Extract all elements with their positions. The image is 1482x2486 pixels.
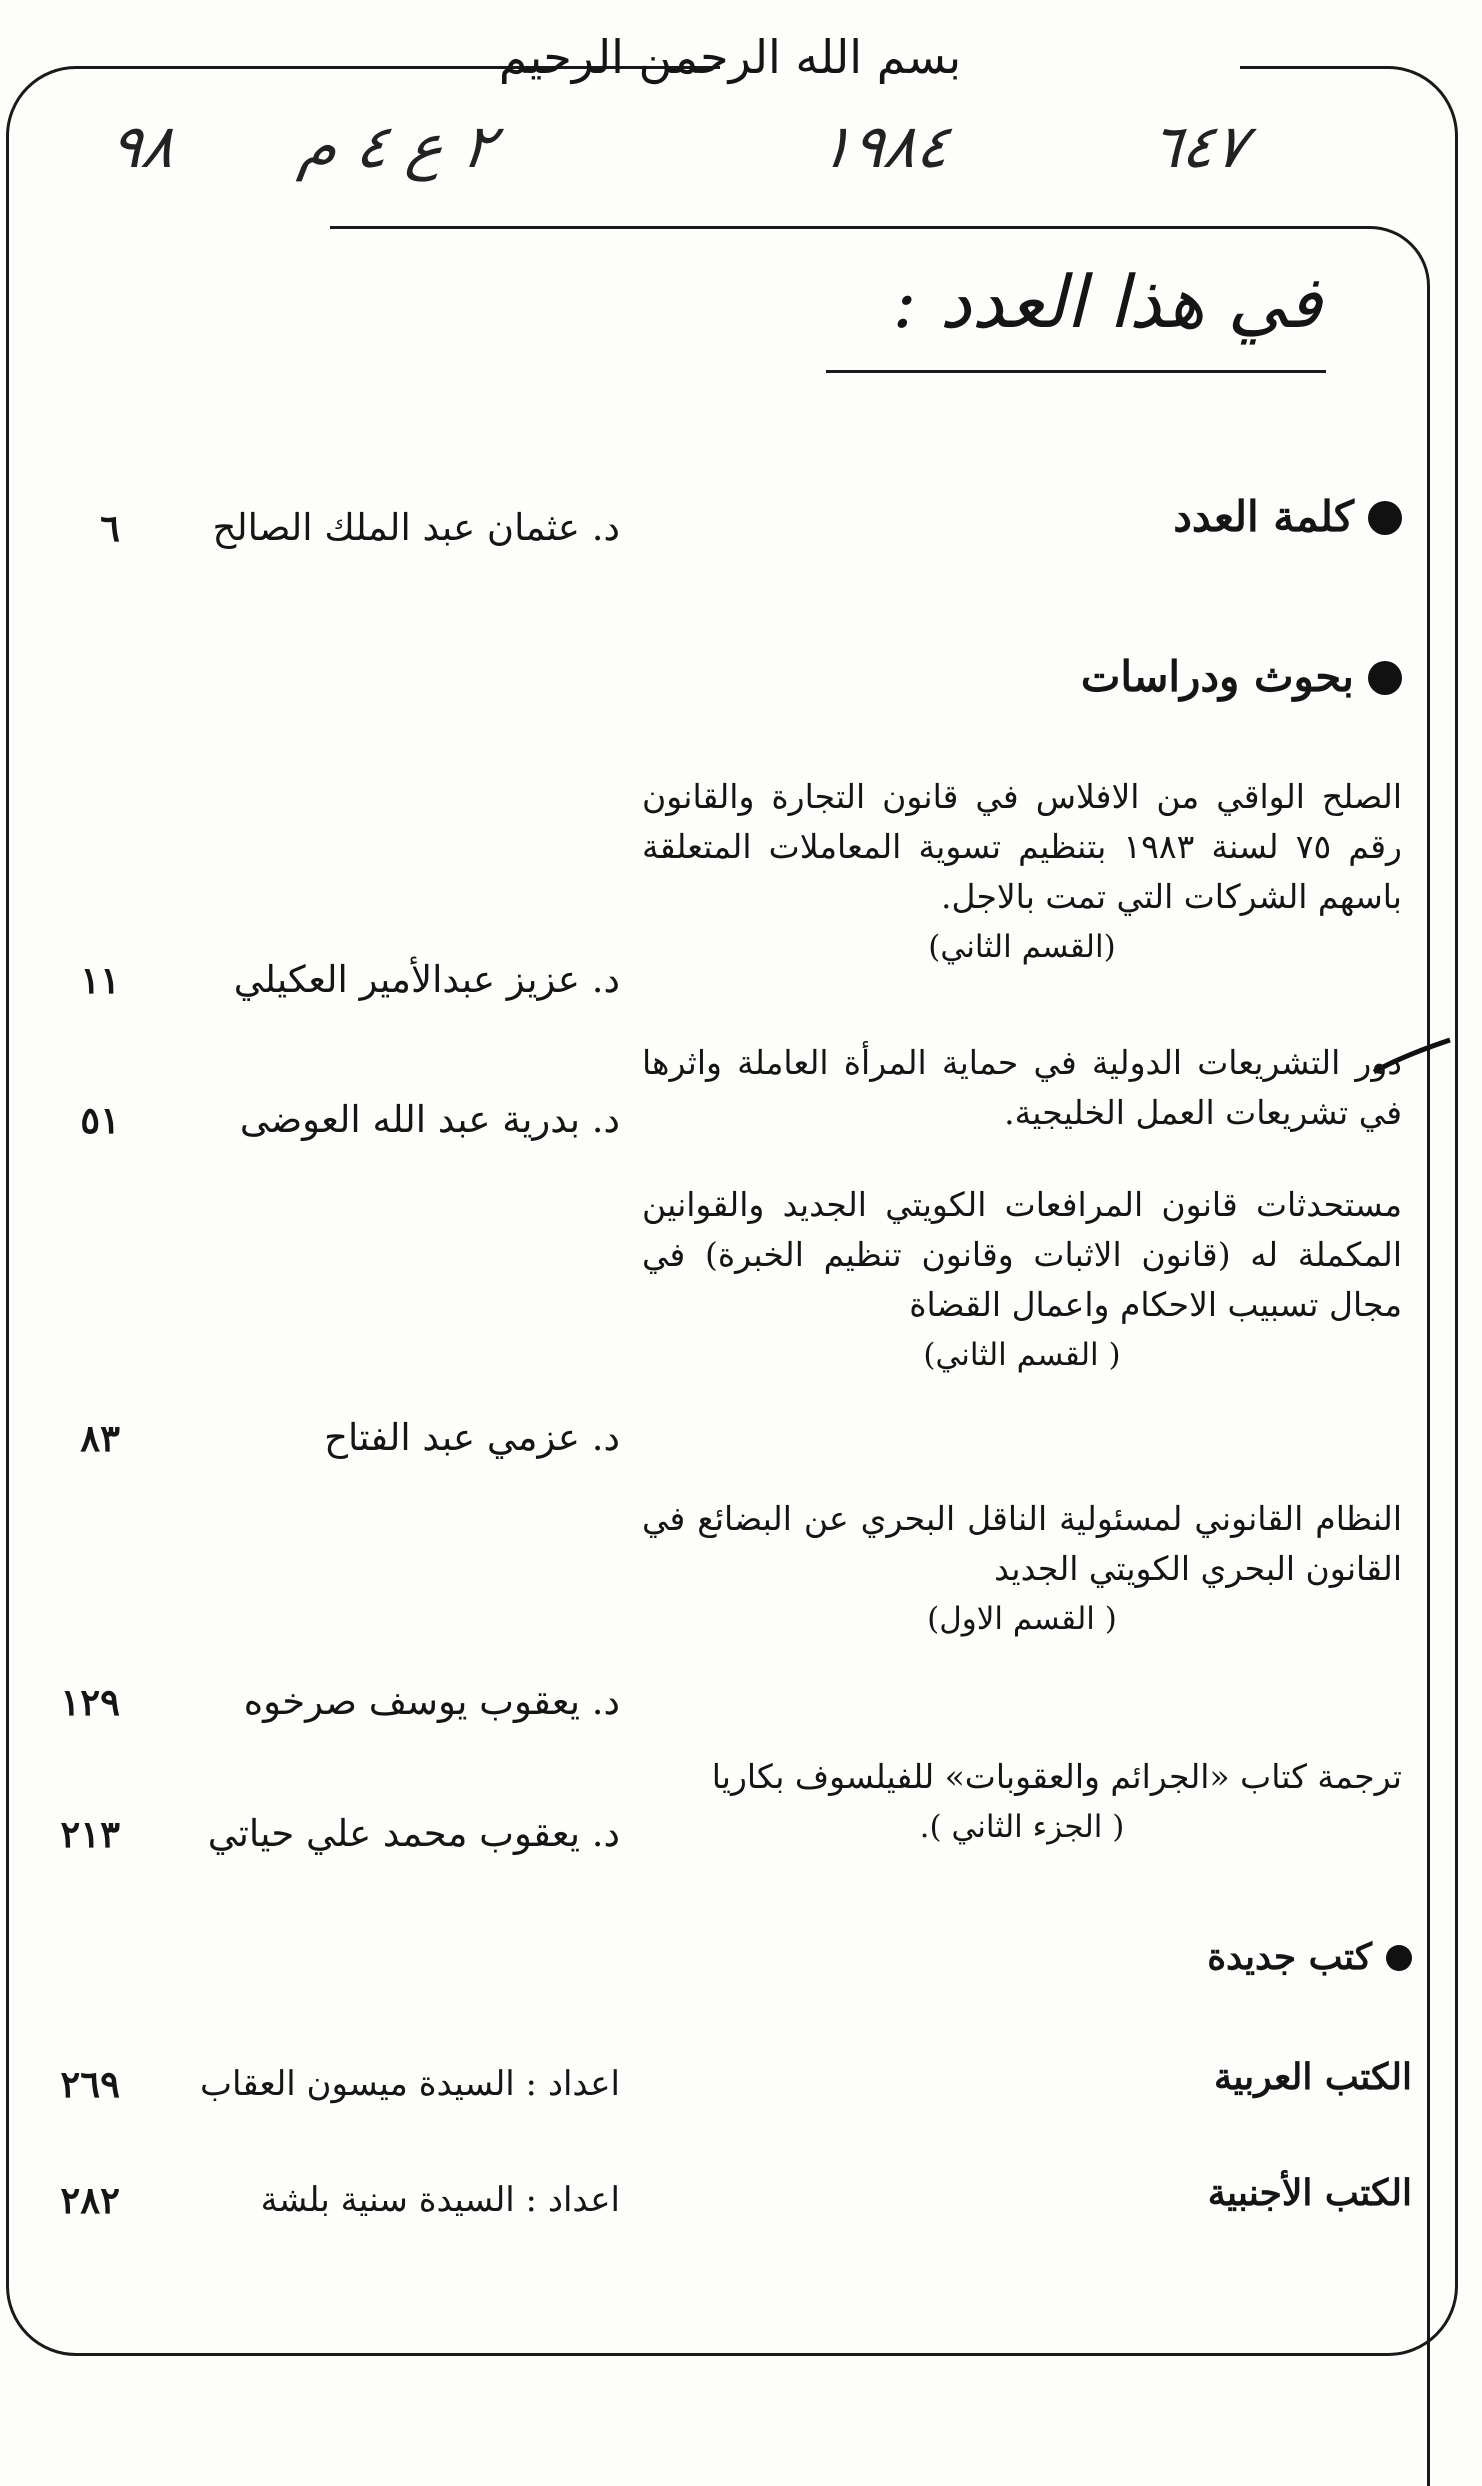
bullet-icon (1368, 661, 1402, 695)
section-heading-editorial: كلمة العدد (1173, 492, 1402, 541)
page-number: ٥١ (80, 1098, 120, 1142)
section-heading-new-books: كتب جديدة (1207, 1936, 1412, 1978)
handwritten-note: ٦٤٧ (1145, 112, 1252, 182)
author: د. يعقوب محمد علي حياتي (207, 1812, 620, 1855)
toc-entry (642, 1180, 1402, 1380)
page-number: ٢٨٢ (60, 2178, 120, 2222)
article-title: مستحدثات قانون المرافعات الكويتي الجديد والقوانين المكملة له (قانون الاثبات وقانون تنظيم الخبرة) في مجال تسبيب الاحكام واعمال القضاة (642, 1185, 1402, 1324)
article-part: ( القسم الاول) (927, 1601, 1117, 1637)
author: د. عثمان عبد الملك الصالح (212, 506, 620, 549)
author: د. عزمي عبد الفتاح (324, 1416, 620, 1459)
article-part: (القسم الثاني) (928, 929, 1116, 965)
toc-entry (642, 772, 1402, 972)
author: د. عزيز عبدالأمير العكيلي (233, 958, 620, 1001)
article-title: النظام القانوني لمسئولية الناقل البحري عن البضائع في القانون البحري الكويتي الجديد (642, 1499, 1402, 1588)
book-category: الكتب العربية (1214, 2056, 1412, 2098)
page-number: ٦ (100, 506, 120, 550)
title-underline (826, 370, 1326, 373)
handwritten-note: ٩٨ (105, 112, 180, 182)
article-title: دور التشريعات الدولية في حماية المرأة العاملة واثرها في تشريعات العمل الخليجية. (642, 1043, 1402, 1132)
author: د. بدرية عبد الله العوضى (239, 1098, 620, 1141)
book-category: الكتب الأجنبية (1207, 2172, 1412, 2214)
article-title: ترجمة كتاب «الجرائم والعقوبات» للفيلسوف بكاريا (711, 1757, 1402, 1796)
basmala: بسم الله الرحمن الرحيم (498, 30, 962, 84)
page-number: ٢٦٩ (60, 2062, 120, 2106)
toc-entry (642, 1038, 1402, 1138)
article-part: ( الجزء الثاني ). (919, 1809, 1125, 1845)
handwritten-note: ١٩٨٤ (815, 112, 954, 182)
article-part: ( القسم الثاني) (923, 1337, 1121, 1373)
article-title: الصلح الواقي من الافلاس في قانون التجارة والقانون رقم ٧٥ لسنة ١٩٨٣ بتنظيم تسوية المعاملات المتعلقة باسهم الشركات التي تمت بالاجل. (642, 777, 1402, 916)
issue-title: في هذا العدد : (892, 260, 1322, 344)
toc-entry (642, 1752, 1402, 1852)
page-number: ٨٣ (80, 1416, 120, 1460)
book-editor: اعداد : السيدة ميسون العقاب (199, 2064, 620, 2104)
page-number: ١١ (80, 958, 120, 1002)
bullet-icon (1368, 501, 1402, 535)
book-editor: اعداد : السيدة سنية بلشة (260, 2180, 620, 2220)
page-number: ١٢٩ (60, 1680, 120, 1724)
toc-entry (642, 1494, 1402, 1644)
handwritten-note: ٢ ع ٤ م (295, 112, 500, 182)
bullet-icon (1386, 1945, 1412, 1971)
section-heading-research: بحوث ودراسات (1081, 652, 1402, 701)
page-number: ٢١٣ (60, 1812, 120, 1856)
author: د. يعقوب يوسف صرخوه (243, 1680, 620, 1723)
